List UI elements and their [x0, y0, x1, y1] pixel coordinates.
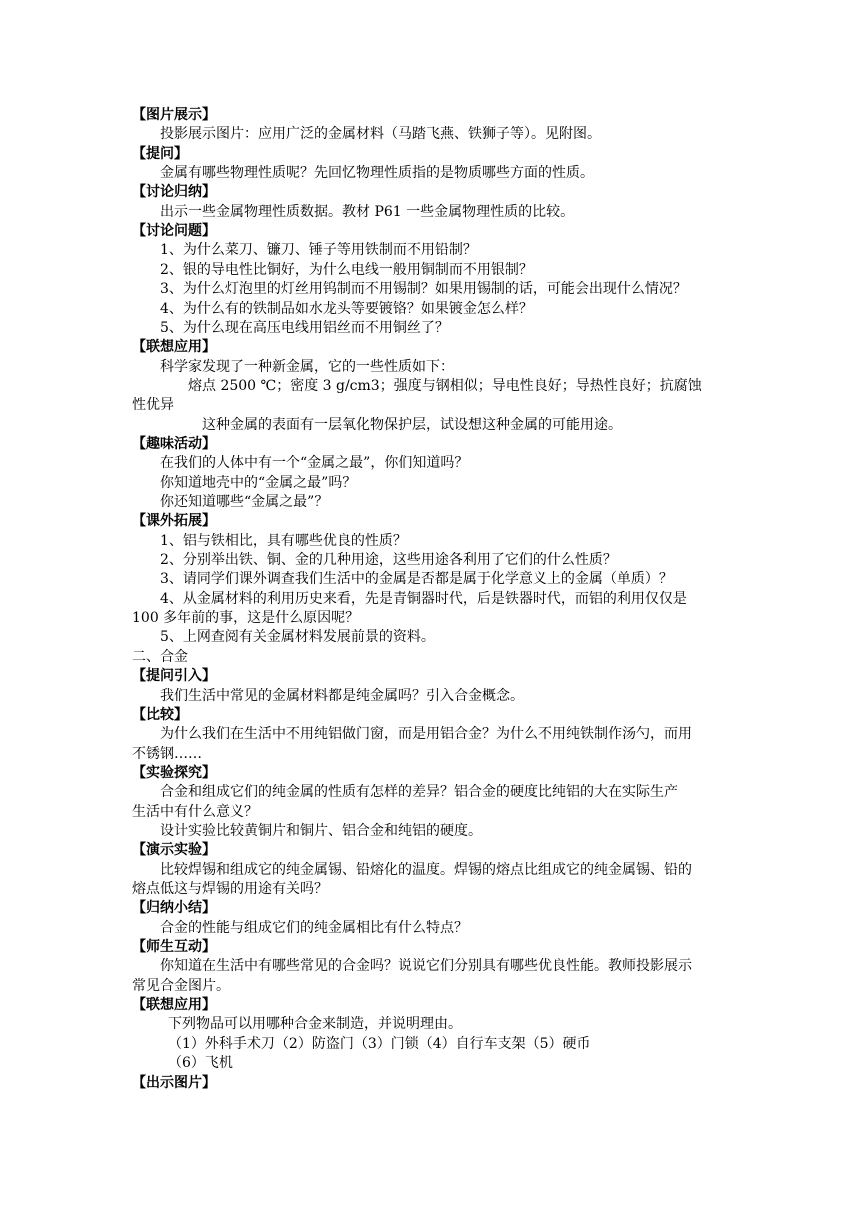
section-heading: 【联想应用】: [132, 997, 216, 1014]
text-line: 4、为什么有的铁制品如水龙头等要镀铬？如果镀金怎么样？: [160, 300, 533, 317]
text-line: 我们生活中常见的金属材料都是纯金属吗？引入合金概念。: [160, 687, 524, 704]
text-line: 生活中有什么意义？: [132, 803, 258, 820]
text-line: 2、分别举出铁、铜、金的几种用途，这些用途各利用了它们的什么性质？: [160, 552, 617, 569]
section-heading: 【实验探究】: [132, 764, 216, 781]
text-line: 你还知道哪些“金属之最”？: [160, 494, 329, 510]
text-line: （6）飞机: [168, 1055, 233, 1072]
text-line: 科学家发现了一种新金属，它的一些性质如下：: [160, 358, 454, 375]
text-line: 不锈钢……: [132, 745, 202, 762]
section-heading: 【归纳小结】: [132, 900, 216, 917]
section-heading: 【提问引入】: [132, 668, 216, 685]
text-line: （1）外科手术刀（2）防盗门（3）门锁（4）自行车支架（5）硬币: [168, 1035, 591, 1052]
section-heading: 【趣味活动】: [132, 435, 216, 452]
section-heading: 【课外拓展】: [132, 513, 216, 530]
text-line: 二、合金: [132, 648, 188, 665]
section-heading: 【比较】: [132, 706, 188, 723]
text-line: 你知道地壳中的“金属之最”吗？: [160, 474, 357, 491]
text-line: 性优异: [132, 397, 174, 414]
section-heading: 【演示实验】: [132, 842, 216, 859]
text-line: 熔点低这与焊锡的用途有关吗？: [132, 881, 328, 897]
text-line: 为什么我们在生活中不用纯铝做门窗，而是用铝合金？为什么不用纯铁制作汤勺，而用: [160, 726, 692, 743]
text-line: 比较焊锡和组成它的纯金属锡、铅熔化的温度。焊锡的熔点比组成它的纯金属锡、铅的: [160, 861, 692, 878]
text-line: 3、请同学们课外调查我们生活中的金属是否都是属于化学意义上的金属（单质）？: [160, 571, 673, 588]
text-line: 投影展示图片：应用广泛的金属材料（马踏飞燕、铁狮子等）。见附图。: [160, 126, 601, 143]
section-heading: 【师生互动】: [132, 939, 216, 956]
text-line: 1、铝与铁相比，具有哪些优良的性质？: [160, 532, 407, 549]
section-heading: 【出示图片】: [132, 1074, 216, 1091]
section-heading: 【联想应用】: [132, 339, 216, 356]
text-line: 5、上网查阅有关金属材料发展前景的资料。: [160, 629, 435, 646]
text-line: 3、为什么灯泡里的灯丝用钨制而不用锡制？如果用锡制的话，可能会出现什么情况？: [160, 281, 687, 298]
text-line: 常见合金图片。: [132, 977, 230, 994]
text-line: 在我们的人体中有一个“金属之最”，你们知道吗？: [160, 455, 469, 472]
text-line: 2、银的导电性比铜好，为什么电线一般用铜制而不用银制？: [160, 261, 533, 278]
text-line: 你知道在生活中有哪些常见的合金吗？说说它们分别具有哪些优良性能。教师投影展示: [160, 958, 692, 975]
text-line: 合金和组成它们的纯金属的性质有怎样的差异？铝合金的硬度比纯铝的大在实际生产: [160, 784, 678, 801]
section-heading: 【讨论问题】: [132, 223, 216, 240]
text-line: 设计实验比较黄铜片和铜片、铝合金和纯铝的硬度。: [160, 822, 482, 839]
text-line: 100 多年前的事，这是什么原因呢？: [132, 610, 360, 627]
text-line: 金属有哪些物理性质呢？先回忆物理性质指的是物质哪些方面的性质。: [160, 165, 594, 182]
text-line: 5、为什么现在高压电线用铝丝而不用铜丝了？: [160, 319, 449, 336]
section-heading: 【提问】: [132, 145, 188, 162]
text-line: 4、从金属材料的利用历史来看，先是青铜器时代，后是铁器时代，而铝的利用仅仅是: [160, 590, 687, 607]
text-line: 熔点 2500 ℃；密度 3 g/cm3；强度与钢相似；导电性良好；导热性良好；抗腐蚀: [188, 377, 702, 394]
section-heading: 【图片展示】: [132, 107, 216, 123]
text-line: 这种金属的表面有一层氧化物保护层，试设想这种金属的可能用途。: [202, 416, 622, 433]
text-line: 1、为什么菜刀、镰刀、锤子等用铁制而不用铅制？: [160, 242, 477, 259]
text-line: 出示一些金属物理性质数据。教材 P61 一些金属物理性质的比较。: [160, 203, 575, 220]
text-line: 下列物品可以用哪种合金来制造，并说明理由。: [168, 1016, 462, 1033]
section-heading: 【讨论归纳】: [132, 184, 216, 201]
text-line: 合金的性能与组成它们的纯金属相比有什么特点？: [160, 919, 468, 936]
